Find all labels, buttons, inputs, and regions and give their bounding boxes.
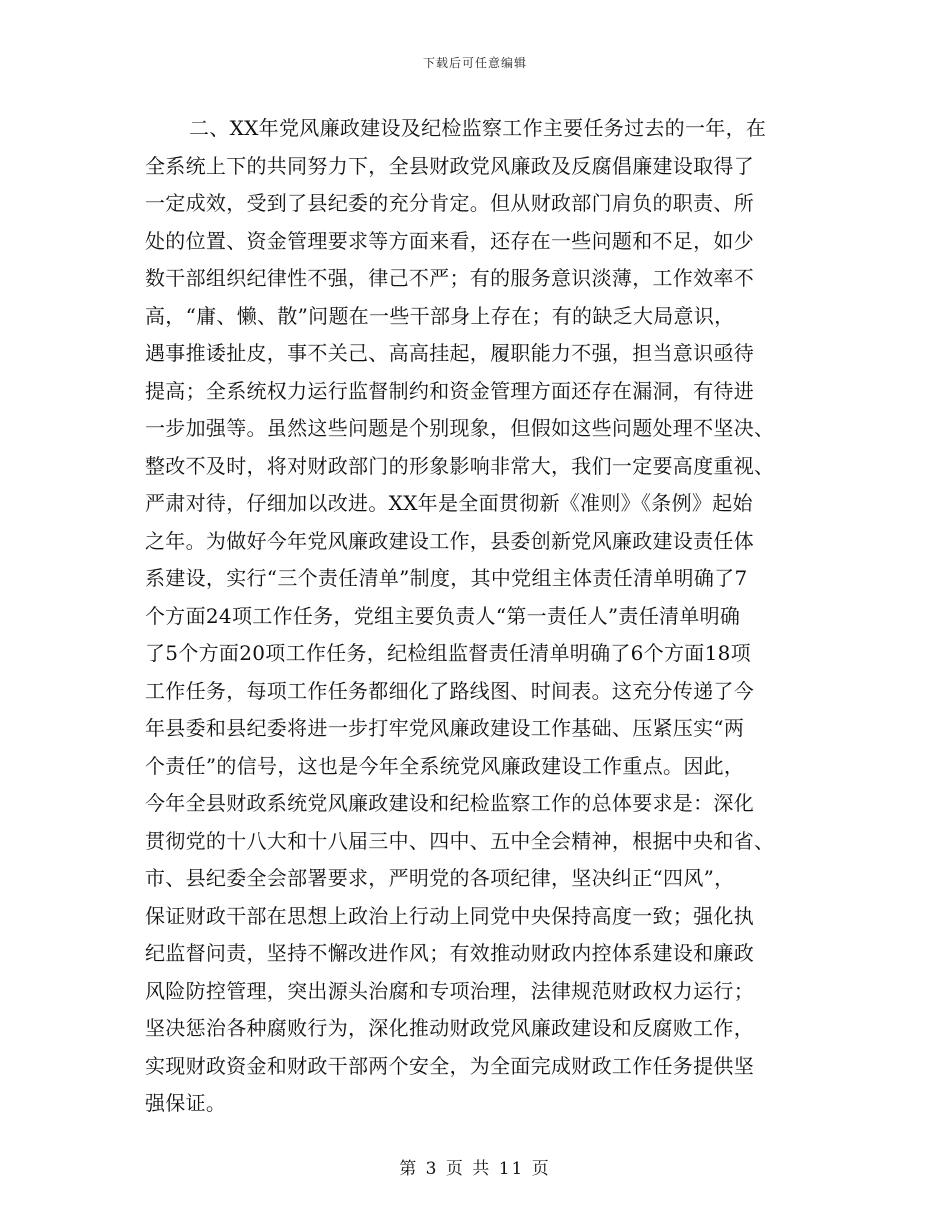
text-line: 遇事推诿扯皮，事不关己、高高挂起，履职能力不强，担当意识亟待	[145, 341, 754, 365]
text-line: 年县委和县纪委将进一步打牢党风廉政建设工作基础、压紧压实“两	[145, 716, 745, 740]
text-line: 市、县纪委全会部署要求，严明党的各项纪律，坚决纠正“四风”，	[145, 866, 735, 890]
text-line: 处的位置、资金管理要求等方面来看，还存在一些问题和不足，如少	[145, 228, 754, 253]
text-line: 保证财政干部在思想上政治上行动上同党中央保持高度一致；强化执	[145, 903, 754, 928]
text-line: 提高；全系统权力运行监督制约和资金管理方面还存在漏洞，有待进	[145, 378, 754, 403]
body-paragraph	[145, 110, 810, 1123]
text-line: 坚决惩治各种腐败行为，深化推动财政党风廉政建设和反腐败工作，	[145, 1016, 754, 1040]
text-line: 了5个方面20项工作任务，纪检组监督责任清单明确了6个方面18项	[145, 641, 751, 665]
text-line: 个责任”的信号，这也是今年全系统党风廉政建设工作重点。因此，	[145, 753, 745, 778]
text-line: 纪监督问责，坚持不懈改进作风；有效推动财政内控体系建设和廉政	[145, 941, 754, 965]
text-line: 一步加强等。虽然这些问题是个别现象，但假如这些问题处理不坚决、	[145, 416, 775, 440]
text-line: 严肃对待，仔细加以改进。XX年是全面贯彻新《准则》《条例》起始	[145, 491, 753, 515]
text-line: 数干部组织纪律性不强，律己不严；有的服务意识淡薄，工作效率不	[145, 266, 754, 290]
text-line: 系建设，实行“三个责任清单”制度，其中党组主体责任清单明确了7	[145, 566, 748, 590]
text-line: 今年全县财政系统党风廉政建设和纪检监察工作的总体要求是：深化	[145, 791, 754, 815]
text-line: 高，“庸、懒、散”问题在一些干部身上存在；有的缺乏大局意识，	[145, 303, 735, 328]
header-note: 下载后可任意编辑	[422, 56, 527, 70]
text-line: 之年。为做好今年党风廉政建设工作，县委创新党风廉政建设责任体	[145, 528, 754, 553]
text-line: 整改不及时，将对财政部门的形象影响非常大，我们一定要高度重视、	[145, 453, 775, 478]
text-line: 全系统上下的共同努力下，全县财政党风廉政及反腐倡廉建设取得了	[145, 153, 754, 178]
text-line: 一定成效，受到了县纪委的充分肯定。但从财政部门肩负的职责、所	[145, 191, 754, 215]
text-line: 贯彻党的十八大和十八届三中、四中、五中全会精神，根据中央和省、	[145, 828, 775, 853]
text-line: 工作任务，每项工作任务都细化了路线图、时间表。这充分传递了今	[145, 678, 754, 703]
page-number: 第 3 页 共 11 页	[399, 1159, 551, 1179]
text-line: 风险防控管理，突出源头治腐和专项治理，法律规范财政权力运行；	[145, 978, 754, 1003]
text-line: 实现财政资金和财政干部两个安全，为全面完成财政工作任务提供坚	[145, 1053, 754, 1078]
text-line: 个方面24项工作任务，党组主要负责人“第一责任人”责任清单明确	[145, 603, 741, 628]
text-line: 强保证。	[145, 1091, 227, 1115]
text-line: 二、XX年党风廉政建设及纪检监察工作主要任务过去的一年，在	[189, 116, 767, 140]
